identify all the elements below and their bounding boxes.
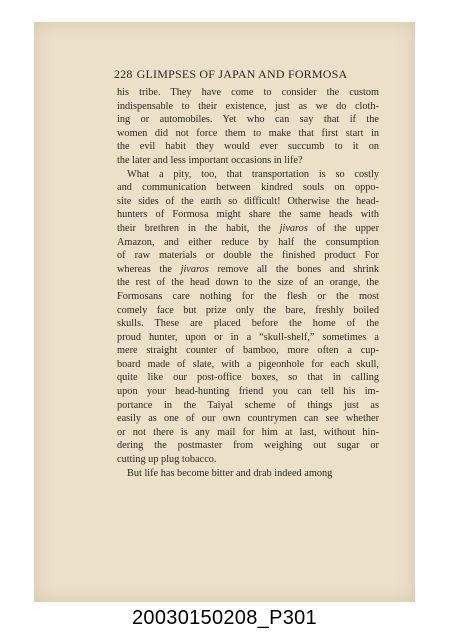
text-line: portance in the Taiyal scheme of things just as [117,399,379,411]
text-line: and communication between kindred souls on oppo- [117,182,379,194]
text-line: hunters of Formosa might share the same heads with [117,209,379,221]
running-head [114,67,379,82]
paragraph [117,467,379,481]
text-line: site sides of the earth so difficult! Otherwise the head- [117,195,379,207]
text-line: quite like our post-office boxes, so that in calling [117,372,379,384]
text-line: skulls. These are placed before the home of the [117,318,379,330]
text-line: the rest of the head down to the size of an orange, the [117,277,379,289]
text-line: the later and less important occasions in life? [117,154,303,166]
text-line: ing or automobiles. Yet who can say that if the [117,114,379,126]
text-line: their brethren in the habit, the jivaros of the upper [117,222,379,234]
paragraph [117,168,379,467]
text-line: women did not force them to make that first start in [117,127,379,139]
text-line: of raw materials or double the finished product For [117,250,379,262]
paragraph [117,86,379,168]
text-line: whereas the jivaros remove all the bones and shrink [117,263,379,275]
text-line: board made of slate, with a pigeonhole for each skull, [117,358,379,370]
running-title: GLIMPSES OF JAPAN AND FORMOSA [136,67,348,81]
text-line: But life has become bitter and drab indeed among [127,467,333,479]
text-line: his tribe. They have come to consider the custom [117,87,379,98]
text-line: cutting up plug tobacco. [117,454,217,466]
text-line: proud hunter, upon or in a “skull-shelf,” sometimes a [117,331,379,343]
text-line: dering the postmaster from weighing out sugar or [117,440,379,452]
page-number: 228 [114,67,133,81]
text-line: easily as one of our own countrymen can see whether [117,413,379,425]
text-line: upon your head-hunting friend you can tell his im- [117,386,379,398]
scanned-page-image [34,22,415,602]
text-line: mere straight counter of bamboo, more often a cup- [117,345,379,357]
text-line: indispensable to their existence, just as we do cloth- [117,100,379,112]
text-line: Amazon, and either reduce by half the consumption [117,236,379,248]
text-line: Formosans care nothing for the flesh or the most [117,290,379,302]
text-line: or not there is any mail for him at last, without hin- [117,426,379,438]
text-line: What a pity, too, that transportation is so costly [127,168,379,180]
text-line: comely face but prize only the bare, freshly boiled [117,304,379,316]
body-text [117,86,379,480]
image-id-caption: 20030150208_P301 [132,607,317,629]
text-line: the evil habit they would ever succumb to it on [117,141,379,153]
book-page [34,22,415,602]
